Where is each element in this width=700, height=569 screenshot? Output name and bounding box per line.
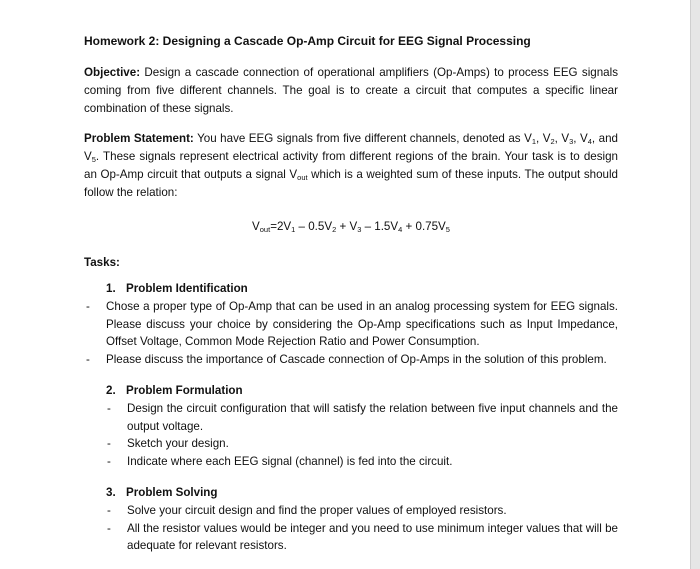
list-item-text: Chose a proper type of Op-Amp that can be used in an analog processing system for EEG signals. Please discuss your choice by considering the Op-Amp specifications such as Input Impedance, Offset Voltage, Common Mode Rejection Ratio and Power Consumption. bbox=[106, 300, 618, 348]
eq-sub-5: 5 bbox=[445, 225, 450, 234]
task-heading bbox=[106, 280, 618, 298]
dash-bullet: - bbox=[86, 352, 90, 366]
eq-term-5: + 0.75V bbox=[402, 220, 446, 233]
list-item-text: Sketch your design. bbox=[127, 437, 229, 450]
eq-sub-1: 1 bbox=[291, 225, 296, 234]
eq-sub-2: 2 bbox=[332, 225, 337, 234]
objective-paragraph bbox=[84, 64, 618, 118]
dash-bullet: - bbox=[107, 454, 111, 468]
task-heading bbox=[106, 382, 618, 400]
problem-text-3: which is a weighted sum of these inputs. The output should follow the relation: bbox=[84, 168, 618, 199]
list-item bbox=[84, 435, 618, 453]
sub-1: 1 bbox=[531, 137, 536, 146]
problem-statement-paragraph bbox=[84, 130, 618, 202]
v: V bbox=[561, 132, 570, 145]
sep-and: , and bbox=[591, 132, 618, 145]
dash-bullet: - bbox=[107, 402, 111, 415]
list-item-text: Indicate where each EEG signal (channel) is fed into the circuit. bbox=[127, 454, 453, 468]
eq-sub-4: 4 bbox=[398, 225, 403, 234]
eq-term-4: – 1.5V bbox=[361, 220, 399, 233]
sep: , bbox=[554, 132, 562, 145]
problem-statement-label: Problem Statement: bbox=[84, 132, 194, 145]
v: V bbox=[542, 132, 551, 145]
task-problem-solving bbox=[84, 484, 618, 555]
sub-2: 2 bbox=[550, 137, 555, 146]
page-edge bbox=[690, 0, 700, 569]
task-problem-identification bbox=[84, 280, 618, 368]
task-number: 1. bbox=[106, 282, 116, 295]
dash-bullet: - bbox=[86, 300, 90, 313]
list-item-text: Design the circuit configuration that will satisfy the relation between five input channels and the output voltage. bbox=[127, 402, 618, 433]
list-item bbox=[84, 502, 618, 520]
sub-5: 5 bbox=[91, 155, 96, 164]
v: V bbox=[84, 150, 92, 163]
sub-4: 4 bbox=[587, 137, 592, 146]
tasks-heading: Tasks: bbox=[84, 256, 120, 269]
output-equation bbox=[84, 218, 618, 236]
task-number: 2. bbox=[106, 384, 116, 397]
eq-term-2: – 0.5V bbox=[295, 220, 333, 233]
list-item bbox=[84, 298, 618, 351]
task-heading bbox=[106, 484, 618, 502]
task-title: Problem Identification bbox=[126, 282, 248, 295]
task-number: 3. bbox=[106, 486, 116, 499]
task-title: Problem Solving bbox=[126, 486, 218, 499]
list-item-text: Solve your circuit design and find the proper values of employed resistors. bbox=[127, 504, 507, 517]
dash-bullet: - bbox=[107, 521, 111, 535]
task-problem-formulation bbox=[84, 382, 618, 470]
v: V bbox=[580, 132, 588, 145]
list-item-text: Please discuss the importance of Cascade connection of Op-Amps in the solution of this problem. bbox=[106, 352, 607, 366]
objective-text: Design a cascade connection of operational amplifiers (Op-Amps) to process EEG signals coming from five different channels. The goal is to create a circuit that computes a specific linear combination of these signals. bbox=[84, 66, 618, 115]
objective-label: Objective: bbox=[84, 66, 141, 79]
list-item bbox=[84, 400, 618, 435]
dash-bullet: - bbox=[107, 504, 111, 517]
problem-text-2: . These signals represent electrical activity from different regions of the brain. Your task is to design an Op-Amp circuit that outputs a signal V bbox=[84, 150, 618, 181]
eq-lhs-sub: out bbox=[259, 225, 271, 234]
eq-lhs: V bbox=[252, 220, 260, 233]
eq-sub-3: 3 bbox=[357, 225, 362, 234]
sep: , bbox=[573, 132, 581, 145]
list-item-text: All the resistor values would be integer and you need to use minimum integer values that will be adequate for relevant resistors. bbox=[127, 521, 618, 552]
document-page bbox=[84, 33, 618, 569]
problem-text-1: You have EEG signals from five different channels, denoted as V bbox=[193, 132, 532, 145]
sep: , bbox=[536, 132, 543, 145]
list-item bbox=[84, 520, 618, 555]
task-title: Problem Formulation bbox=[126, 384, 243, 397]
document-title: Homework 2: Designing a Cascade Op-Amp Circuit for EEG Signal Processing bbox=[84, 34, 531, 48]
dash-bullet: - bbox=[107, 437, 111, 450]
eq-term-1: =2V bbox=[270, 220, 292, 233]
list-item bbox=[84, 453, 618, 471]
eq-term-3: + V bbox=[336, 220, 358, 233]
sub-3: 3 bbox=[569, 137, 574, 146]
sub-out: out bbox=[297, 173, 308, 182]
list-item bbox=[84, 351, 618, 369]
